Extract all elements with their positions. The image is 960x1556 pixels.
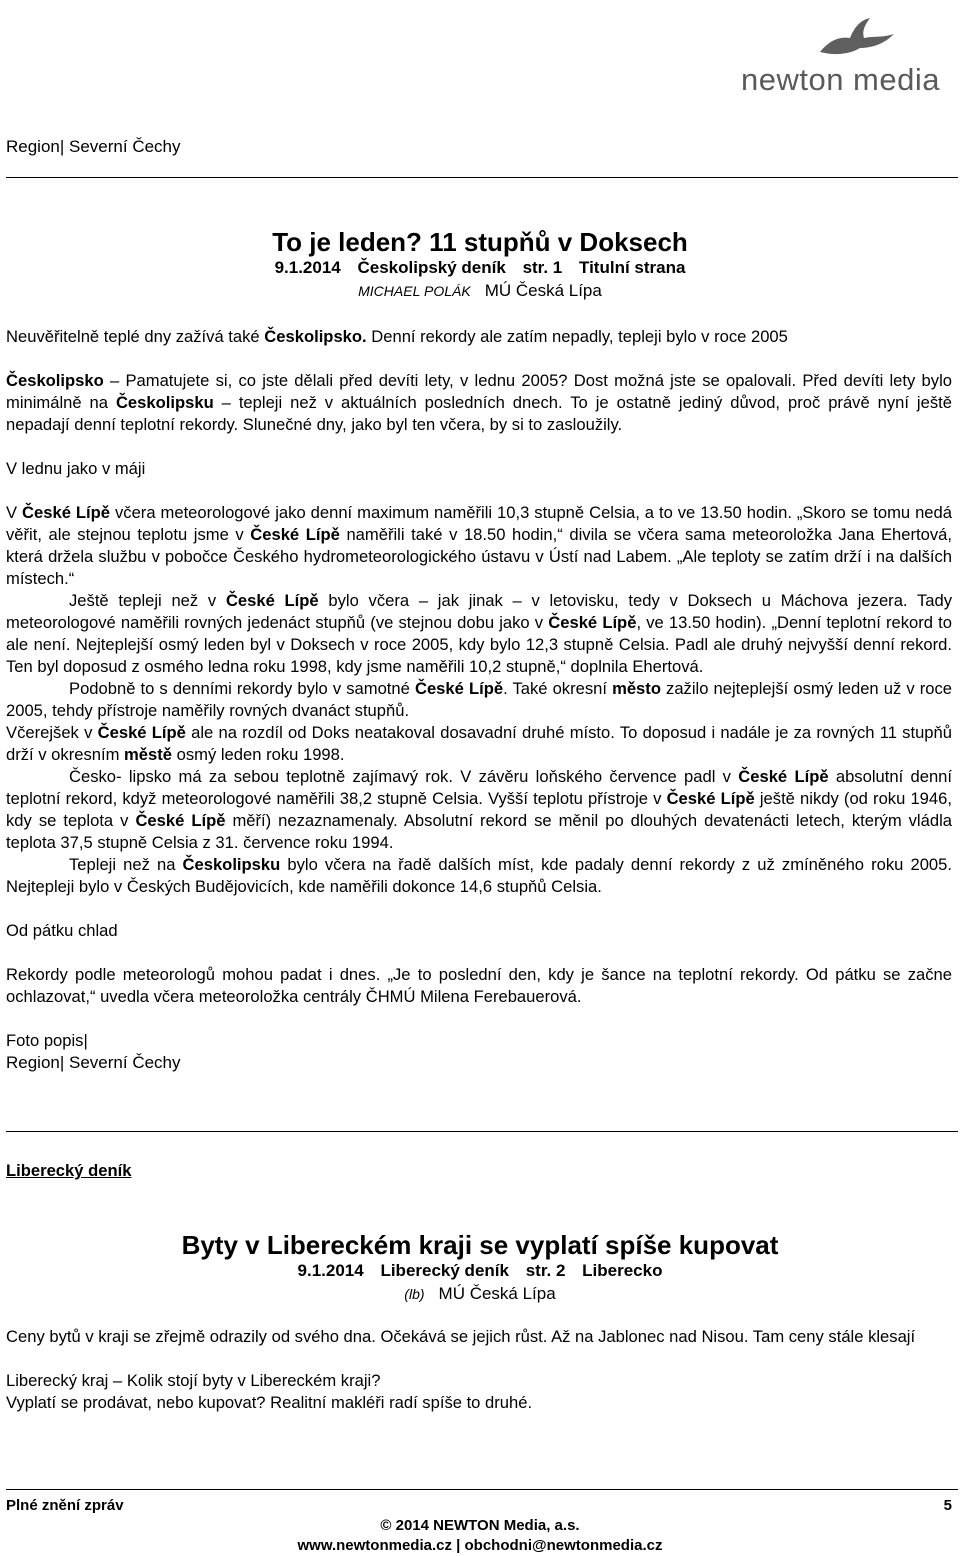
article-office: MÚ Česká Lípa [484, 281, 602, 300]
paragraph-2-2: Vyplatí se prodávat, nebo kupovat? Realitní makléři radí spíše to druhé. [6, 1393, 533, 1412]
divider [6, 1131, 958, 1132]
paragraph-8: Rekordy podle meteorologů mohou padat i dnes. „Je to poslední den, kdy je šance na teplotní rekordy. Od pátku se začne ochlazovat,“ uvedla včera meteoroložka centrály ČHMÚ Milena Ferebauerová. [6, 965, 952, 1006]
article-byline [0, 281, 960, 301]
article-byline-2 [0, 1284, 960, 1304]
article-date: 9.1.2014 [274, 258, 341, 277]
paragraph-3: Ještě tepleji než v České Lípě bylo včera – jak jinak – v letovisku, tedy v Doksech u Máchova jezera. Tady meteorologové naměřili rovných jedenáct stupňů (ve stejnou dobu jako v České Lípě, ve 13.50 hodin). „Denní teplotní rekord to ale není. Nejteplejší osmý leden byl v Doksech v roce 2005, kdy bylo 12,3 stupně Celsia. Padl ale druhý nejvyšší denní rekord. Ten byl doposud z osmého ledna roku 1998, kdy jsme naměřili 10,2 stupně,“ doplnila Ehertová. [6, 591, 953, 676]
article-page: str. 2 [525, 1261, 566, 1280]
article-author: (lb) [404, 1286, 425, 1302]
photo-caption: Foto popis| [6, 1031, 88, 1050]
section-heading: Liberecký deník [6, 1161, 132, 1180]
paragraph-7: Tepleji než na Českolipsku bylo včera na řadě dalších míst, kde padaly denní rekordy z už zmíněného roku 2005. Nejtepleji bylo v Českých Budějovicích, kde naměřili dokonce 14,6 stupňů Celsia. [6, 855, 952, 896]
subheading-2: Od pátku chlad [6, 921, 118, 940]
newton-media-logo [740, 14, 940, 100]
article-lead-2: Ceny bytů v kraji se zřejmě odrazily od svého dna. Očekává se jejich růst. Až na Jablonec nad Nisou. Tam ceny stále klesají [6, 1327, 916, 1346]
article-lead: Neuvěřitelně teplé dny zažívá také Českolipsko. Denní rekordy ale zatím nepadly, tepleji bylo v roce 2005 [6, 327, 788, 346]
paragraph-2: V České Lípě včera meteorologové jako denní maximum naměřili 10,3 stupně Celsia, a to ve 13.50 hodin. „Skoro se tomu nedá věřit, ale stejnou teplotu jsme v České Lípě naměřili také v 18.50 hodin,“ divila se včera sama meteoroložka Jana Ehertová, která držela službu v pobočce Českého hydrometeorologického ústavu v Ústí nad Labem. „Ale teploty se zatím drží i na dalších místech.“ [6, 503, 952, 588]
article-source: Liberecký deník [380, 1261, 509, 1280]
article-page: str. 1 [522, 258, 563, 277]
page-number: 5 [943, 1497, 952, 1514]
paragraph-2-1: Liberecký kraj – Kolik stojí byty v Libereckém kraji? [6, 1371, 381, 1390]
article-date: 9.1.2014 [297, 1261, 364, 1280]
bird-icon [810, 14, 900, 64]
paragraph-5: Včerejšek v České Lípě ale na rozdíl od Doks neatakoval dosavadní druhé místo. To doposud i nadále je za rovných 11 stupňů drží v okresním městě osmý leden roku 1998. [6, 723, 952, 764]
article-office: MÚ Česká Lípa [438, 1284, 556, 1303]
article-meta [0, 258, 960, 278]
footer-divider [6, 1489, 958, 1490]
article-body-2 [6, 1326, 952, 1414]
subheading-1: V lednu jako v máji [6, 459, 146, 478]
logo-text: newton media [740, 62, 940, 97]
article-section: Liberecko [582, 1261, 663, 1280]
footer-copyright: © 2014 NEWTON Media, a.s. [380, 1517, 580, 1534]
divider [6, 177, 958, 178]
article-title: To je leden? 11 stupňů v Doksech [272, 227, 688, 257]
article-meta-2 [0, 1261, 960, 1281]
article-title-2: Byty v Libereckém kraji se vyplatí spíše kupovat [181, 1230, 779, 1260]
region-label: Region| Severní Čechy [6, 137, 181, 156]
paragraph-6: Česko- lipsko má za sebou teplotně zajímavý rok. V závěru loňského července padl v České Lípě absolutní denní teplotní rekord, když meteorologové naměřili 38,2 stupně Celsia. Vyšší teplotu přístroje v České Lípě ještě nikdy (od roku 1946, kdy se teplota v České Lípě měří) nezaznamenaly. Absolutní rekord se měnil po dlouhých devatenácti letech, kterým vládla teplota 37,5 stupně Celsia z 31. července roku 1994. [6, 767, 953, 852]
article-author: MICHAEL POLÁK [358, 283, 471, 299]
article-section: Titulní strana [579, 258, 686, 277]
paragraph-4: Podobně to s denními rekordy bylo v samotné České Lípě. Také okresní město zažilo nejteplejší osmý leden už v roce 2005, tehdy přístroje naměřily rovných dvanáct stupňů. [6, 679, 952, 720]
paragraph-1: Českolipsko – Pamatujete si, co jste dělali před devíti lety, v lednu 2005? Dost možná jste se opalovali. Před devíti lety bylo minimálně na Českolipsku – tepleji než v aktuálních posledních dnech. To je ostatně jediný důvod, proč právě nyní ještě nepadají denní teplotní rekordy. Slunečné dny, jako byl ten včera, by si to zasloužily. [6, 371, 952, 434]
region-label-bottom: Region| Severní Čechy [6, 1053, 181, 1072]
footer-left: Plné znění zpráv [6, 1497, 124, 1514]
article-source: Českolipský deník [357, 258, 506, 277]
article-body [6, 326, 952, 1074]
footer-contact: www.newtonmedia.cz | obchodni@newtonmedia.cz [297, 1537, 663, 1554]
